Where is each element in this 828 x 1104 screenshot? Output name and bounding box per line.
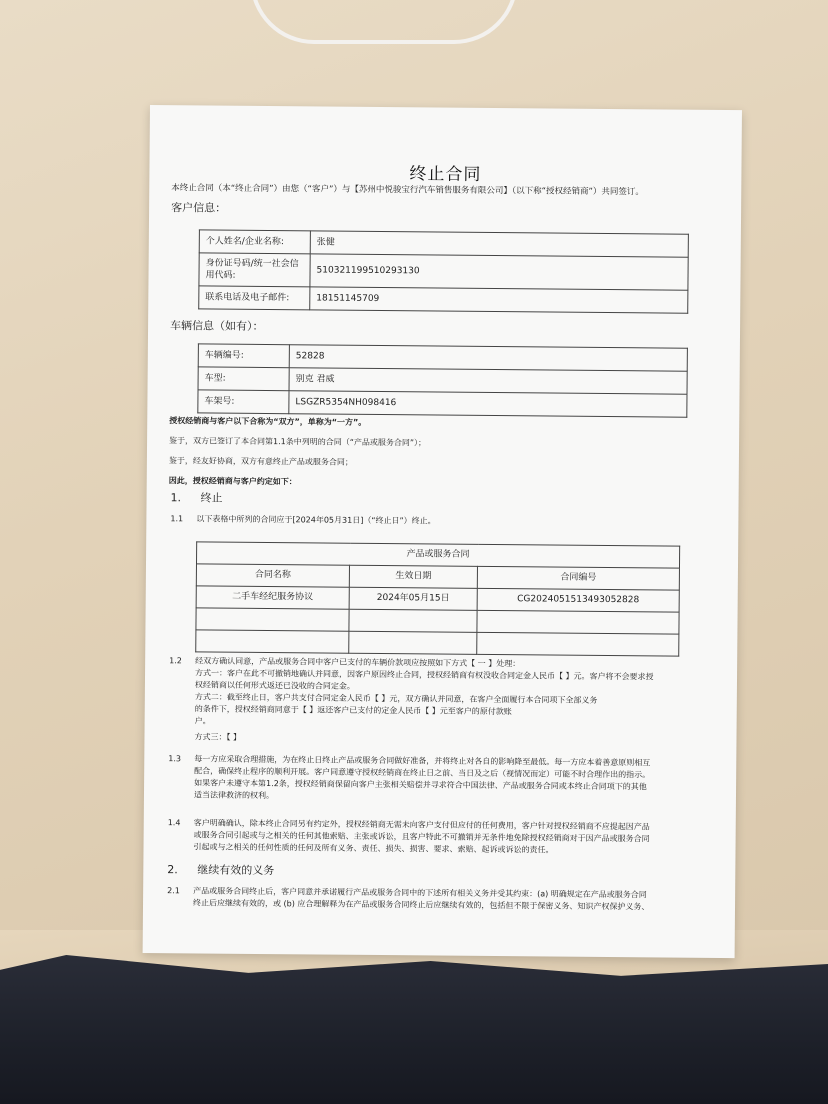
- clause-1-1-number: 1.1: [170, 514, 184, 524]
- doc-title: 终止合同: [409, 164, 482, 185]
- section-2-number: 2.: [167, 863, 178, 877]
- clause-line: 方式三：【 】: [194, 732, 242, 742]
- cell-contract-name: 二手车经纪服务协议: [196, 586, 349, 609]
- header-effective-date: 生效日期: [349, 565, 477, 588]
- table-row: [199, 286, 688, 313]
- clause-line: 权经销商以任何形式返还已没收的合同定金。: [194, 680, 355, 691]
- vehicle-table: [197, 343, 688, 417]
- clause-line: 引起或与之相关的任何性质的任何及所有义务、责任、损失、损害、要求、索赔、起诉或诉讼的责任。: [193, 842, 554, 855]
- clause-line: 的条件下，授权经销商同意于【 】返还客户已支付的定金人民币【 】元至客户的原付款账: [194, 704, 512, 717]
- table-row: [198, 390, 687, 417]
- clause-line: 终止后应继续有效的，或 (b) 应合理解释为在产品或服务合同终止后应继续有效的，包括但不限于保密义务、知识产权保护义务、: [192, 898, 650, 912]
- customer-name-value: 张健: [310, 231, 688, 257]
- para-therefore: 因此，授权经销商与客户约定如下：: [168, 476, 297, 487]
- para-whereas-1: 鉴于，双方已签订了本合同第1.1条中列明的合同（“产品或服务合同”）；: [169, 436, 427, 448]
- customer-contact-label: 联系电话及电子邮件:: [199, 286, 310, 310]
- cell-effective-date: 2024年05月15日: [349, 587, 477, 610]
- clause-line: 方式一：客户在此不可撤销地确认并同意，因客户原因终止合同，授权经销商有权没收合同定金人民币【 】元。客户将不会要求授: [195, 668, 654, 682]
- clause-1-3-text: [194, 753, 724, 806]
- contract-paper: [143, 105, 742, 958]
- vehicle-vin-label: 车架号:: [198, 390, 289, 414]
- clause-line: 客户明确确认，除本终止合同另有约定外，授权经销商无需未向客户支付但应付的任何费用，客户针对授权经销商不应提起因产品: [193, 818, 650, 832]
- clause-2-1-text: [193, 885, 723, 914]
- contract-table: [195, 541, 680, 656]
- clause-line: 适当法律救济的权利。: [193, 790, 275, 801]
- table-row: [196, 630, 679, 656]
- customer-heading: 客户信息：: [171, 201, 227, 215]
- clause-1-3-number: 1.3: [168, 754, 182, 764]
- para-parties: 授权经销商与客户以下合称为“双方”，单称为“一方”。: [169, 416, 367, 427]
- clause-line: 方式二：截至终止日，客户共支付合同定金人民币【 】元，双方确认并同意，在客户全面履行本合同项下全部义务: [194, 692, 598, 705]
- clause-1-2-number: 1.2: [169, 656, 182, 666]
- clause-1-4-text: [193, 817, 723, 858]
- customer-contact-value: 18151145709: [310, 287, 688, 313]
- clause-line: 如果客户未遵守本第1.2条，授权经销商保留向客户主张相关赔偿并寻求符合中国法律、产品或服务合同或本终止合同项下的其他: [194, 778, 647, 792]
- clause-1-1-text: 以下表格中所列的合同应于[2024年05月31日]（“终止日”）终止。: [196, 514, 436, 526]
- clause-1-2-text: [194, 655, 725, 748]
- clause-line: 产品或服务合同终止后，客户同意并承诺履行产品或服务合同中的下述所有相关义务并受其约束：(a) 明确规定在产品或服务合同: [193, 886, 647, 900]
- customer-name-label: 个人姓名/企业名称:: [199, 230, 310, 254]
- doc-intro: 本终止合同（本“终止合同”）由您（“客户”）与【苏州中悦骏宝行汽车销售服务有限公司】（以下称“授权经销商”）共同签订。: [171, 183, 644, 198]
- cable: [250, 0, 518, 44]
- clause-1-4-number: 1.4: [167, 818, 181, 828]
- customer-table: [198, 229, 689, 313]
- clause-line: 配合，确保终止程序的顺利开展。客户同意遵守授权经销商在终止日之前、当日及之后（视情况而定）可能不时合理作出的指示。: [194, 766, 651, 780]
- vehicle-no-label: 车辆编号:: [198, 344, 289, 368]
- clause-line: 经双方确认同意，产品或服务合同中客户已支付的车辆价款项应按照如下方式【 一 】处理：: [195, 656, 521, 669]
- para-whereas-2: 鉴于，经友好协商，双方有意终止产品或服务合同；: [168, 456, 353, 467]
- table-row: [199, 253, 688, 290]
- vehicle-vin-value: LSGZR5354NH098416: [289, 391, 687, 417]
- header-contract-name: 合同名称: [196, 564, 349, 587]
- section-1-number: 1.: [170, 491, 182, 505]
- customer-id-label: 身份证号码/统一社会信用代码:: [199, 253, 310, 287]
- clause-line: 或服务合同引起或与之相关的任何其他索赔、主张或诉讼，且客户特此不可撤销并无条件地免除授权经销商对于因产品或服务合同: [193, 830, 650, 844]
- vehicle-heading: 车辆信息（如有）：: [170, 319, 264, 333]
- vehicle-model-label: 车型:: [198, 367, 289, 391]
- vehicle-model-value: 别克 君威: [289, 368, 687, 394]
- section-1-title: 终止: [200, 491, 223, 505]
- section-2-title: 继续有效的义务: [197, 863, 275, 878]
- clause-line: 户。: [194, 716, 211, 726]
- clause-2-1-number: 2.1: [167, 886, 180, 896]
- dark-cloth: [0, 955, 828, 1104]
- vehicle-no-value: 52828: [289, 345, 687, 371]
- cell-contract-no: CG2024051513493052828: [477, 588, 679, 612]
- header-contract-no: 合同编号: [477, 566, 679, 590]
- contract-table-caption: 产品或服务合同: [196, 542, 679, 568]
- clause-line: 每一方应采取合理措施，为在终止日终止产品或服务合同做好准备，并将终止对各自的影响降至最低。每一方应本着善意原则相互: [194, 754, 651, 768]
- customer-id-value: 510321199510293130: [310, 254, 688, 290]
